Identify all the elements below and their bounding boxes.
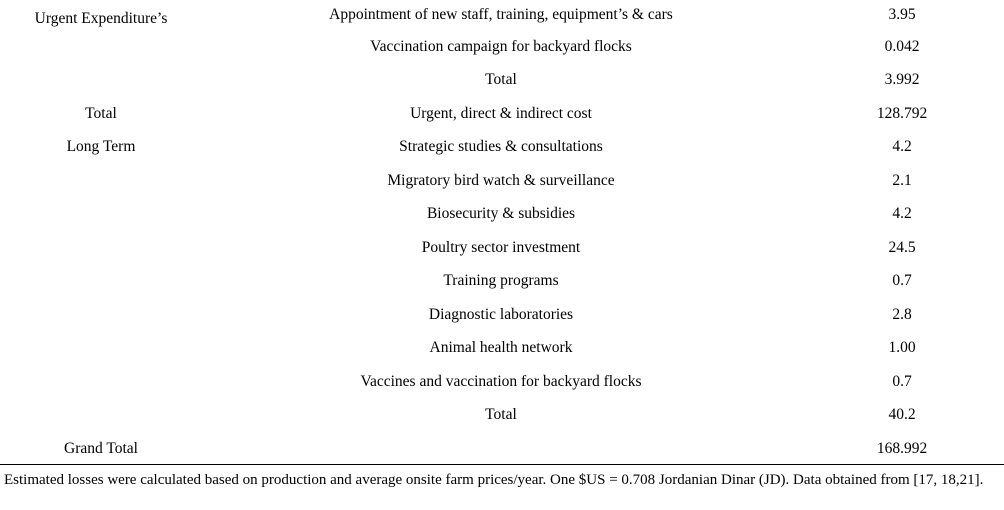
category-cell bbox=[0, 265, 202, 299]
value-cell: 1.00 bbox=[888, 339, 916, 357]
item-cell: Total bbox=[485, 71, 517, 89]
value-cell: 0.7 bbox=[892, 272, 912, 290]
item-cell: Vaccination campaign for backyard flocks bbox=[370, 37, 632, 55]
value-cell: 4.2 bbox=[892, 138, 912, 156]
item-cell: Strategic studies & consultations bbox=[399, 138, 603, 156]
category-label: Urgent Expenditure’s bbox=[34, 10, 168, 27]
table-row bbox=[0, 198, 1004, 232]
value-cell: 0.7 bbox=[892, 372, 912, 390]
value-cell: 40.2 bbox=[888, 406, 916, 424]
table-row bbox=[0, 164, 1004, 198]
category-cell bbox=[0, 298, 202, 332]
category-cell bbox=[0, 164, 202, 198]
item-cell: Diagnostic laboratories bbox=[428, 305, 574, 323]
item-cell: Migratory bird watch & surveillance bbox=[387, 171, 615, 189]
item-cell: Poultry sector investment bbox=[421, 238, 581, 256]
value-cell: 2.8 bbox=[892, 305, 912, 323]
category-cell bbox=[0, 399, 202, 433]
table-row bbox=[0, 365, 1004, 399]
category-cell: Grand Total bbox=[64, 439, 138, 457]
item-cell: Appointment of new staff, training, equipment’s & cars bbox=[329, 6, 673, 23]
category-cell bbox=[0, 231, 202, 265]
table-row bbox=[0, 432, 1004, 466]
item-cell bbox=[202, 432, 800, 466]
category-cell bbox=[0, 198, 202, 232]
table-row bbox=[0, 97, 1004, 131]
table-row bbox=[0, 399, 1004, 433]
table-bottom-rule bbox=[0, 464, 1004, 465]
table-row bbox=[0, 298, 1004, 332]
value-cell: 128.792 bbox=[876, 104, 928, 122]
item-cell: Total bbox=[485, 406, 517, 424]
table-footnote: Estimated losses were calculated based on production and average onsite farm prices/year. One $US = 0.708 Jordanian Dinar (JD). Data obtained from [17, 18,21]. bbox=[4, 472, 984, 488]
value-cell: 3.992 bbox=[884, 71, 920, 89]
category-cell bbox=[0, 30, 202, 64]
category-cell: Long Term bbox=[66, 138, 136, 156]
category-cell bbox=[0, 332, 202, 366]
table-row bbox=[0, 64, 1004, 98]
item-cell: Biosecurity & subsidies bbox=[426, 205, 576, 223]
value-cell: 4.2 bbox=[892, 205, 912, 223]
value-cell: 2.1 bbox=[892, 171, 912, 189]
value-cell: 3.95 bbox=[888, 6, 916, 23]
table-row bbox=[0, 0, 1004, 30]
category-cell bbox=[0, 365, 202, 399]
category-cell bbox=[0, 64, 202, 98]
table-row bbox=[0, 265, 1004, 299]
value-cell: 24.5 bbox=[888, 238, 916, 256]
item-cell: Urgent, direct & indirect cost bbox=[410, 104, 592, 122]
item-cell: Animal health network bbox=[429, 339, 573, 357]
item-cell: Training programs bbox=[443, 272, 559, 290]
table-row bbox=[0, 231, 1004, 265]
category-cell: Total bbox=[85, 104, 117, 122]
table-row bbox=[0, 131, 1004, 165]
value-cell: 168.992 bbox=[876, 439, 928, 457]
category-cell bbox=[0, 0, 202, 30]
table-row bbox=[0, 30, 1004, 64]
table-row bbox=[0, 332, 1004, 366]
item-cell: Vaccines and vaccination for backyard flocks bbox=[360, 372, 642, 390]
value-cell: 0.042 bbox=[884, 37, 920, 55]
